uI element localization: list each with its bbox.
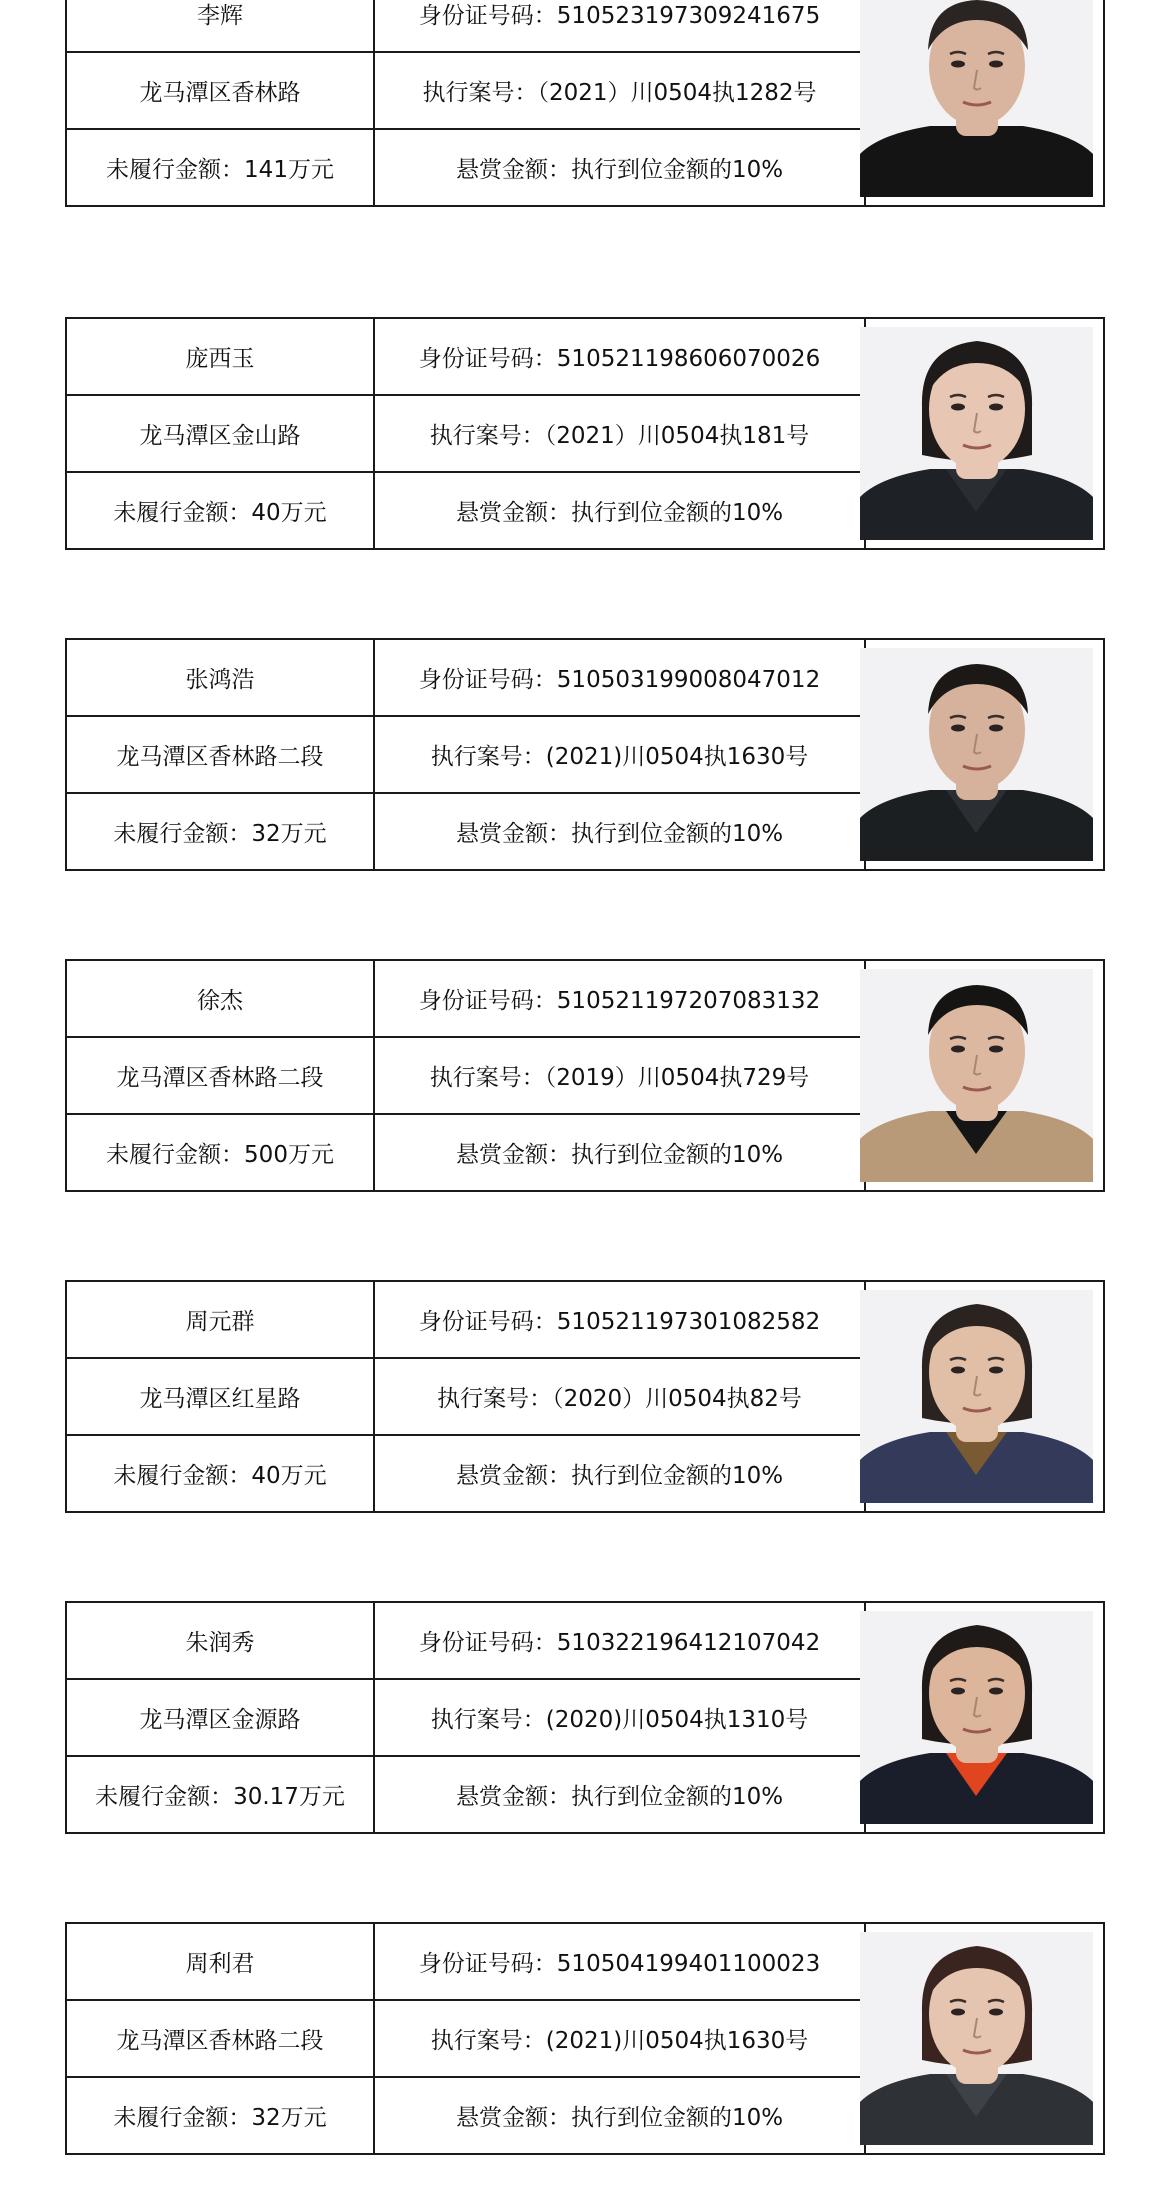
- portrait-cell: [852, 638, 1105, 871]
- debtor-address: [66, 395, 374, 472]
- id-number: 510322196412107042: [556, 1630, 821, 1656]
- case-number-label: 执行案号：: [430, 2028, 546, 2054]
- id-number: 510521197207083132: [556, 988, 821, 1014]
- portrait-photo: [860, 969, 1093, 1182]
- id-number-label: 身份证号码：: [418, 1630, 557, 1656]
- name: 周元群: [185, 1309, 255, 1335]
- case-number-label: 执行案号：: [430, 744, 546, 770]
- unpaid-amount-label: 未履行金额：: [106, 1142, 245, 1168]
- debtor-info-table: [65, 959, 866, 1192]
- unpaid-amount: 32万元: [251, 2105, 327, 2131]
- case-number-label: 执行案号：: [437, 1386, 553, 1412]
- portrait-photo: [860, 1290, 1093, 1503]
- portrait-cell: [852, 0, 1105, 207]
- id-number: 510521198606070026: [556, 346, 821, 372]
- debtor-address: [66, 2000, 374, 2077]
- case-number: (2021)川0504执1630号: [545, 2028, 809, 2054]
- unpaid-amount-cell: [66, 1756, 374, 1833]
- debtor-record: [65, 638, 1105, 871]
- debtor-name: [66, 1281, 374, 1358]
- portrait-image: [860, 1611, 1093, 1824]
- id-number-label: 身份证号码：: [418, 346, 557, 372]
- id-number-label: 身份证号码：: [418, 1951, 557, 1977]
- debtor-address: [66, 52, 374, 129]
- reward: 悬赏金额：执行到位金额的10%: [455, 500, 784, 526]
- unpaid-amount-cell: [66, 129, 374, 206]
- unpaid-amount-label: 未履行金额：: [106, 157, 245, 183]
- id-number-label: 身份证号码：: [418, 988, 557, 1014]
- id-number: 510504199401100023: [556, 1951, 821, 1977]
- debtor-record: [65, 317, 1105, 550]
- portrait-photo: [860, 327, 1093, 540]
- case-number: (2021)川0504执1630号: [545, 744, 809, 770]
- unpaid-amount: 500万元: [244, 1142, 334, 1168]
- unpaid-amount-label: 未履行金额：: [113, 2105, 252, 2131]
- reward: 悬赏金额：执行到位金额的10%: [455, 1784, 784, 1810]
- debtor-record: [65, 1922, 1105, 2155]
- unpaid-amount-cell: [66, 793, 374, 870]
- portrait-image: [860, 0, 1093, 197]
- case-number-cell: [374, 1358, 865, 1435]
- reward-cell: [374, 472, 865, 549]
- id-number-cell: [374, 1602, 865, 1679]
- address: 龙马潭区红星路: [139, 1386, 301, 1412]
- debtor-address: [66, 1358, 374, 1435]
- debtor-record: [65, 959, 1105, 1192]
- unpaid-amount-cell: [66, 1114, 374, 1191]
- portrait-image: [860, 648, 1093, 861]
- unpaid-amount: 40万元: [251, 1463, 327, 1489]
- reward: 悬赏金额：执行到位金额的10%: [455, 2105, 784, 2131]
- unpaid-amount-cell: [66, 1435, 374, 1512]
- case-number: (2020)川0504执1310号: [545, 1707, 809, 1733]
- debtor-name: [66, 960, 374, 1037]
- case-number: （2021）川0504执181号: [544, 423, 810, 449]
- unpaid-amount-label: 未履行金额：: [113, 1463, 252, 1489]
- portrait-photo: [860, 1611, 1093, 1824]
- debtor-info-table: [65, 1280, 866, 1513]
- id-number-cell: [374, 1281, 865, 1358]
- case-number-cell: [374, 2000, 865, 2077]
- address: 龙马潭区香林路: [139, 80, 301, 106]
- case-number-cell: [374, 52, 865, 129]
- debtor-address: [66, 1037, 374, 1114]
- debtor-info-table: [65, 638, 866, 871]
- debtor-info-table: [65, 0, 866, 207]
- portrait-cell: [852, 959, 1105, 1192]
- debtor-name: [66, 1602, 374, 1679]
- id-number: 510503199008047012: [556, 667, 821, 693]
- case-number-cell: [374, 395, 865, 472]
- address: 龙马潭区香林路二段: [116, 744, 324, 770]
- reward-cell: [374, 1435, 865, 1512]
- debtor-name: [66, 318, 374, 395]
- name: 庞西玉: [185, 346, 255, 372]
- address: 龙马潭区香林路二段: [116, 1065, 324, 1091]
- case-number-cell: [374, 1037, 865, 1114]
- case-number-label: 执行案号：: [429, 1065, 545, 1091]
- unpaid-amount: 30.17万元: [233, 1784, 345, 1810]
- case-number-cell: [374, 1679, 865, 1756]
- reward-cell: [374, 1756, 865, 1833]
- reward: 悬赏金额：执行到位金额的10%: [455, 1142, 784, 1168]
- case-number: （2019）川0504执729号: [544, 1065, 810, 1091]
- name: 张鸿浩: [185, 667, 255, 693]
- portrait-photo: [860, 648, 1093, 861]
- case-number: （2020）川0504执82号: [552, 1386, 802, 1412]
- address: 龙马潭区金源路: [139, 1707, 301, 1733]
- unpaid-amount-label: 未履行金额：: [113, 821, 252, 847]
- portrait-photo: [860, 1932, 1093, 2145]
- debtor-address: [66, 1679, 374, 1756]
- case-number-label: 执行案号：: [429, 423, 545, 449]
- unpaid-amount: 32万元: [251, 821, 327, 847]
- id-number-label: 身份证号码：: [418, 3, 557, 29]
- unpaid-amount-label: 未履行金额：: [113, 500, 252, 526]
- debtor-name: [66, 0, 374, 52]
- portrait-image: [860, 1290, 1093, 1503]
- reward-cell: [374, 1114, 865, 1191]
- portrait-image: [860, 327, 1093, 540]
- unpaid-amount-label: 未履行金额：: [95, 1784, 234, 1810]
- debtor-record: [65, 0, 1105, 207]
- name: 徐杰: [197, 988, 243, 1014]
- debtor-record: [65, 1280, 1105, 1513]
- id-number-label: 身份证号码：: [418, 667, 557, 693]
- debtor-name: [66, 1923, 374, 2000]
- portrait-cell: [852, 1601, 1105, 1834]
- case-number: （2021）川0504执1282号: [537, 80, 817, 106]
- case-number-label: 执行案号：: [430, 1707, 546, 1733]
- portrait-image: [860, 969, 1093, 1182]
- reward-cell: [374, 793, 865, 870]
- address: 龙马潭区香林路二段: [116, 2028, 324, 2054]
- portrait-cell: [852, 1922, 1105, 2155]
- debtor-record: [65, 1601, 1105, 1834]
- unpaid-amount: 40万元: [251, 500, 327, 526]
- reward: 悬赏金额：执行到位金额的10%: [455, 157, 784, 183]
- debtor-info-table: [65, 1922, 866, 2155]
- reward: 悬赏金额：执行到位金额的10%: [455, 821, 784, 847]
- portrait-photo: [860, 0, 1093, 197]
- reward-cell: [374, 2077, 865, 2154]
- case-number-cell: [374, 716, 865, 793]
- id-number-cell: [374, 0, 865, 52]
- debtor-info-table: [65, 317, 866, 550]
- name: 周利君: [185, 1951, 255, 1977]
- debtor-info-table: [65, 1601, 866, 1834]
- portrait-cell: [852, 1280, 1105, 1513]
- id-number: 510521197301082582: [556, 1309, 821, 1335]
- id-number-label: 身份证号码：: [418, 1309, 557, 1335]
- reward: 悬赏金额：执行到位金额的10%: [455, 1463, 784, 1489]
- id-number-cell: [374, 639, 865, 716]
- id-number: 510523197309241675: [556, 3, 821, 29]
- unpaid-amount-cell: [66, 472, 374, 549]
- debtor-name: [66, 639, 374, 716]
- name: 李辉: [197, 3, 243, 29]
- case-number-label: 执行案号：: [422, 80, 538, 106]
- unpaid-amount: 141万元: [244, 157, 334, 183]
- portrait-cell: [852, 317, 1105, 550]
- id-number-cell: [374, 318, 865, 395]
- unpaid-amount-cell: [66, 2077, 374, 2154]
- reward-cell: [374, 129, 865, 206]
- portrait-image: [860, 1932, 1093, 2145]
- debtor-address: [66, 716, 374, 793]
- id-number-cell: [374, 1923, 865, 2000]
- id-number-cell: [374, 960, 865, 1037]
- address: 龙马潭区金山路: [139, 423, 301, 449]
- name: 朱润秀: [185, 1630, 255, 1656]
